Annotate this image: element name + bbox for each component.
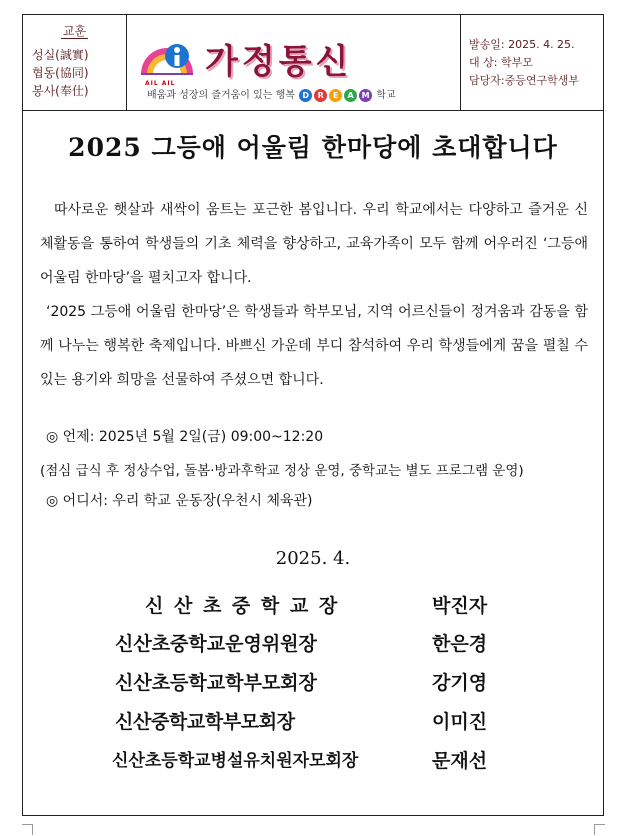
- signature-org-steering-committee: 신산초중학교운영위원장: [115, 633, 317, 655]
- department-in-charge: 담당자:중등연구학생부: [469, 74, 579, 87]
- dream-letter-r: R: [314, 89, 327, 102]
- signature-name-steering-committee: 한은경: [432, 633, 488, 655]
- signature-org-middle-parents: 신 산 중 학 교 학 부 모 회 장: [115, 711, 292, 733]
- signature-org-elementary-parents: 신산초등학교학부모회장: [115, 672, 317, 694]
- page-corner-mark-right: [594, 824, 605, 835]
- newsletter-header: [22, 14, 604, 111]
- dream-letter-m: M: [359, 89, 372, 102]
- event-where: ◎ 어디서: 우리 학교 운동장(우천시 체육관): [46, 493, 313, 509]
- invitation-body: [40, 193, 588, 397]
- event-schedule-note: (점심 급식 후 정상수업, 돌봄·방과후학교 정상 운영, 중학교는 별도 프로그램 운영): [40, 463, 524, 479]
- signature-name-principal: 박진자: [432, 595, 488, 617]
- emblem-caption: AIL AIL: [145, 80, 176, 87]
- slogan-prefix: 배움과 성장의 즐거움이 있는 행복: [147, 90, 295, 101]
- dream-letter-a: A: [344, 89, 357, 102]
- signature-org-kindergarten-parents: 신산초등학교병설유치원자모회장: [112, 751, 359, 771]
- dream-letter-d: D: [299, 89, 312, 102]
- signature-name-kindergarten-parents: 문재선: [432, 750, 488, 772]
- signature-org-principal: 신 산 초 중 학 교 장: [145, 595, 340, 617]
- body-paragraph-2: ‘2025 그등애 어울림 한마당’은 학생들과 학부모님, 지역 어르신들이 정겨움과 감동을 함께 나누는 행복한 축제입니다. 바쁘신 가운데 부디 참석하여 우리 학생들에게 꿈을 펼칠 수 있는 용기와 희망을 선물하여 주셨으면 합니다.: [40, 304, 588, 388]
- slogan-suffix: 학교: [376, 90, 396, 101]
- dispatch-date: 발송일: 2025. 4. 25.: [469, 38, 575, 51]
- newsletter-logo-area: [127, 14, 460, 110]
- body-paragraph-1: 따사로운 햇살과 새싹이 움트는 포근한 봄입니다. 우리 학교에서는 다양하고 즐거운 신체활동을 통하여 학생들의 기초 체력을 향상하고, 교육가족이 모두 함께 어우러진 ‘그등애 어울림 한마당’을 펼치고자 합니다.: [40, 202, 588, 286]
- dispatch-info-box: [460, 14, 604, 110]
- page-corner-mark-left: [22, 824, 33, 835]
- signature-name-elementary-parents: 강기영: [432, 672, 488, 694]
- school-motto-box: [22, 14, 127, 110]
- motto-item-service: 봉사(奉仕): [32, 84, 89, 98]
- audience: 대 상: 학부모: [469, 56, 533, 69]
- invitation-title: 2025 그등애 어울림 한마당에 초대합니다: [68, 133, 558, 162]
- motto-item-cooperation: 협동(協同): [32, 66, 89, 80]
- event-when: ◎ 언제: 2025년 5월 2일(금) 09:00~12:20: [46, 429, 324, 445]
- signature-name-middle-parents: 이미진: [432, 711, 488, 733]
- school-slogan: [147, 86, 396, 102]
- motto-item-sincerity: 성실(誠實): [32, 48, 89, 62]
- motto-title: 교훈: [62, 24, 87, 38]
- dream-letter-e: E: [329, 89, 342, 102]
- issue-date: 2025. 4.: [275, 548, 351, 569]
- newsletter-title: 가정통신: [205, 42, 353, 82]
- school-emblem-icon: [137, 28, 197, 88]
